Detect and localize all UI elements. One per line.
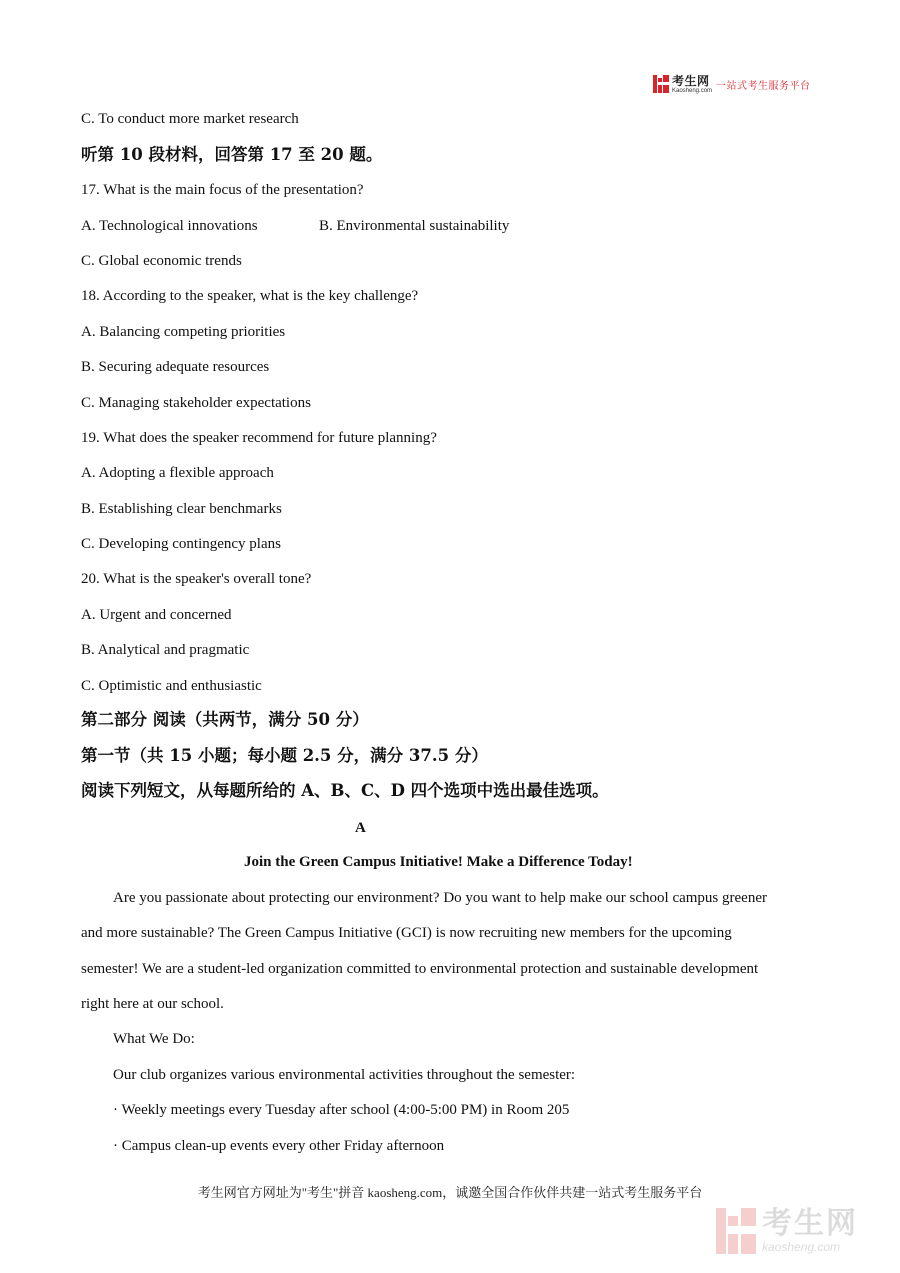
watermark <box>716 1207 881 1255</box>
q19-option-b: B. Establishing clear benchmarks <box>81 501 282 517</box>
paragraph-2: Our club organizes various environmental activities throughout the semester: <box>113 1067 576 1083</box>
kaosheng-logo-icon <box>653 75 669 93</box>
paragraph-1-line-3: semester! We are a student-led organization committed to environmental protection and sustainable development <box>81 961 759 977</box>
watermark-logo-icon <box>716 1208 756 1254</box>
section-heading-10: 听第 10 段材料，回答第 17 至 20 题。 <box>81 145 383 164</box>
question-17: 17. What is the main focus of the presentation? <box>81 182 364 198</box>
question-19: 19. What does the speaker recommend for future planning? <box>81 430 437 446</box>
logo-en-text: Kaosheng.com <box>672 87 713 94</box>
q16-option-c: C. To conduct more market research <box>81 111 299 127</box>
paragraph-1-line-1: Are you passionate about protecting our environment? Do you want to help make our school campus greener <box>113 890 767 906</box>
q17-option-a: A. Technological innovations <box>81 218 258 234</box>
q20-option-a: A. Urgent and concerned <box>81 607 232 623</box>
bullet-item-1: · Weekly meetings every Tuesday after school (4:00-5:00 PM) in Room 205 <box>113 1102 570 1118</box>
reading-instruction: 阅读下列短文，从每题所给的 A、B、C、D 四个选项中选出最佳选项。 <box>81 781 609 800</box>
q19-option-a: A. Adopting a flexible approach <box>81 465 274 481</box>
header-logo <box>653 73 811 95</box>
logo-slogan: 一站式考生服务平台 <box>716 80 811 92</box>
q17-option-b: B. Environmental sustainability <box>319 218 510 234</box>
passage-title: Join the Green Campus Initiative! Make a Difference Today! <box>244 854 633 870</box>
paragraph-1-line-4: right here at our school. <box>81 996 224 1012</box>
q18-option-b: B. Securing adequate resources <box>81 359 270 375</box>
logo-cn-text: 考生网 <box>672 73 710 88</box>
section-one-heading: 第一节（共 15 小题；每小题 2.5 分，满分 37.5 分） <box>81 746 488 765</box>
q20-option-c: C. Optimistic and enthusiastic <box>81 678 262 694</box>
passage-letter: A <box>355 820 366 836</box>
paragraph-1-line-2: and more sustainable? The Green Campus Initiative (GCI) is now recruiting new members for the upcoming <box>81 925 732 941</box>
watermark-cn-text: 考生网 <box>762 1206 858 1241</box>
page-footer: 考生网官方网址为"考生"拼音 kaosheng.com，诚邀全国合作伙伴共建一站式考生服务平台 <box>197 1185 703 1200</box>
watermark-en-text: kaosheng.com <box>762 1240 841 1254</box>
question-18: 18. According to the speaker, what is the key challenge? <box>81 288 419 304</box>
q20-option-b: B. Analytical and pragmatic <box>81 642 250 658</box>
bullet-item-2: · Campus clean-up events every other Friday afternoon <box>113 1138 445 1154</box>
q18-option-c: C. Managing stakeholder expectations <box>81 395 311 411</box>
question-20: 20. What is the speaker's overall tone? <box>81 571 312 587</box>
part-two-heading: 第二部分 阅读（共两节，满分 50 分） <box>81 710 369 729</box>
q19-option-c: C. Developing contingency plans <box>81 536 281 552</box>
what-we-do-label: What We Do: <box>113 1031 195 1047</box>
q18-option-a: A. Balancing competing priorities <box>81 324 286 340</box>
q17-option-c: C. Global economic trends <box>81 253 242 269</box>
